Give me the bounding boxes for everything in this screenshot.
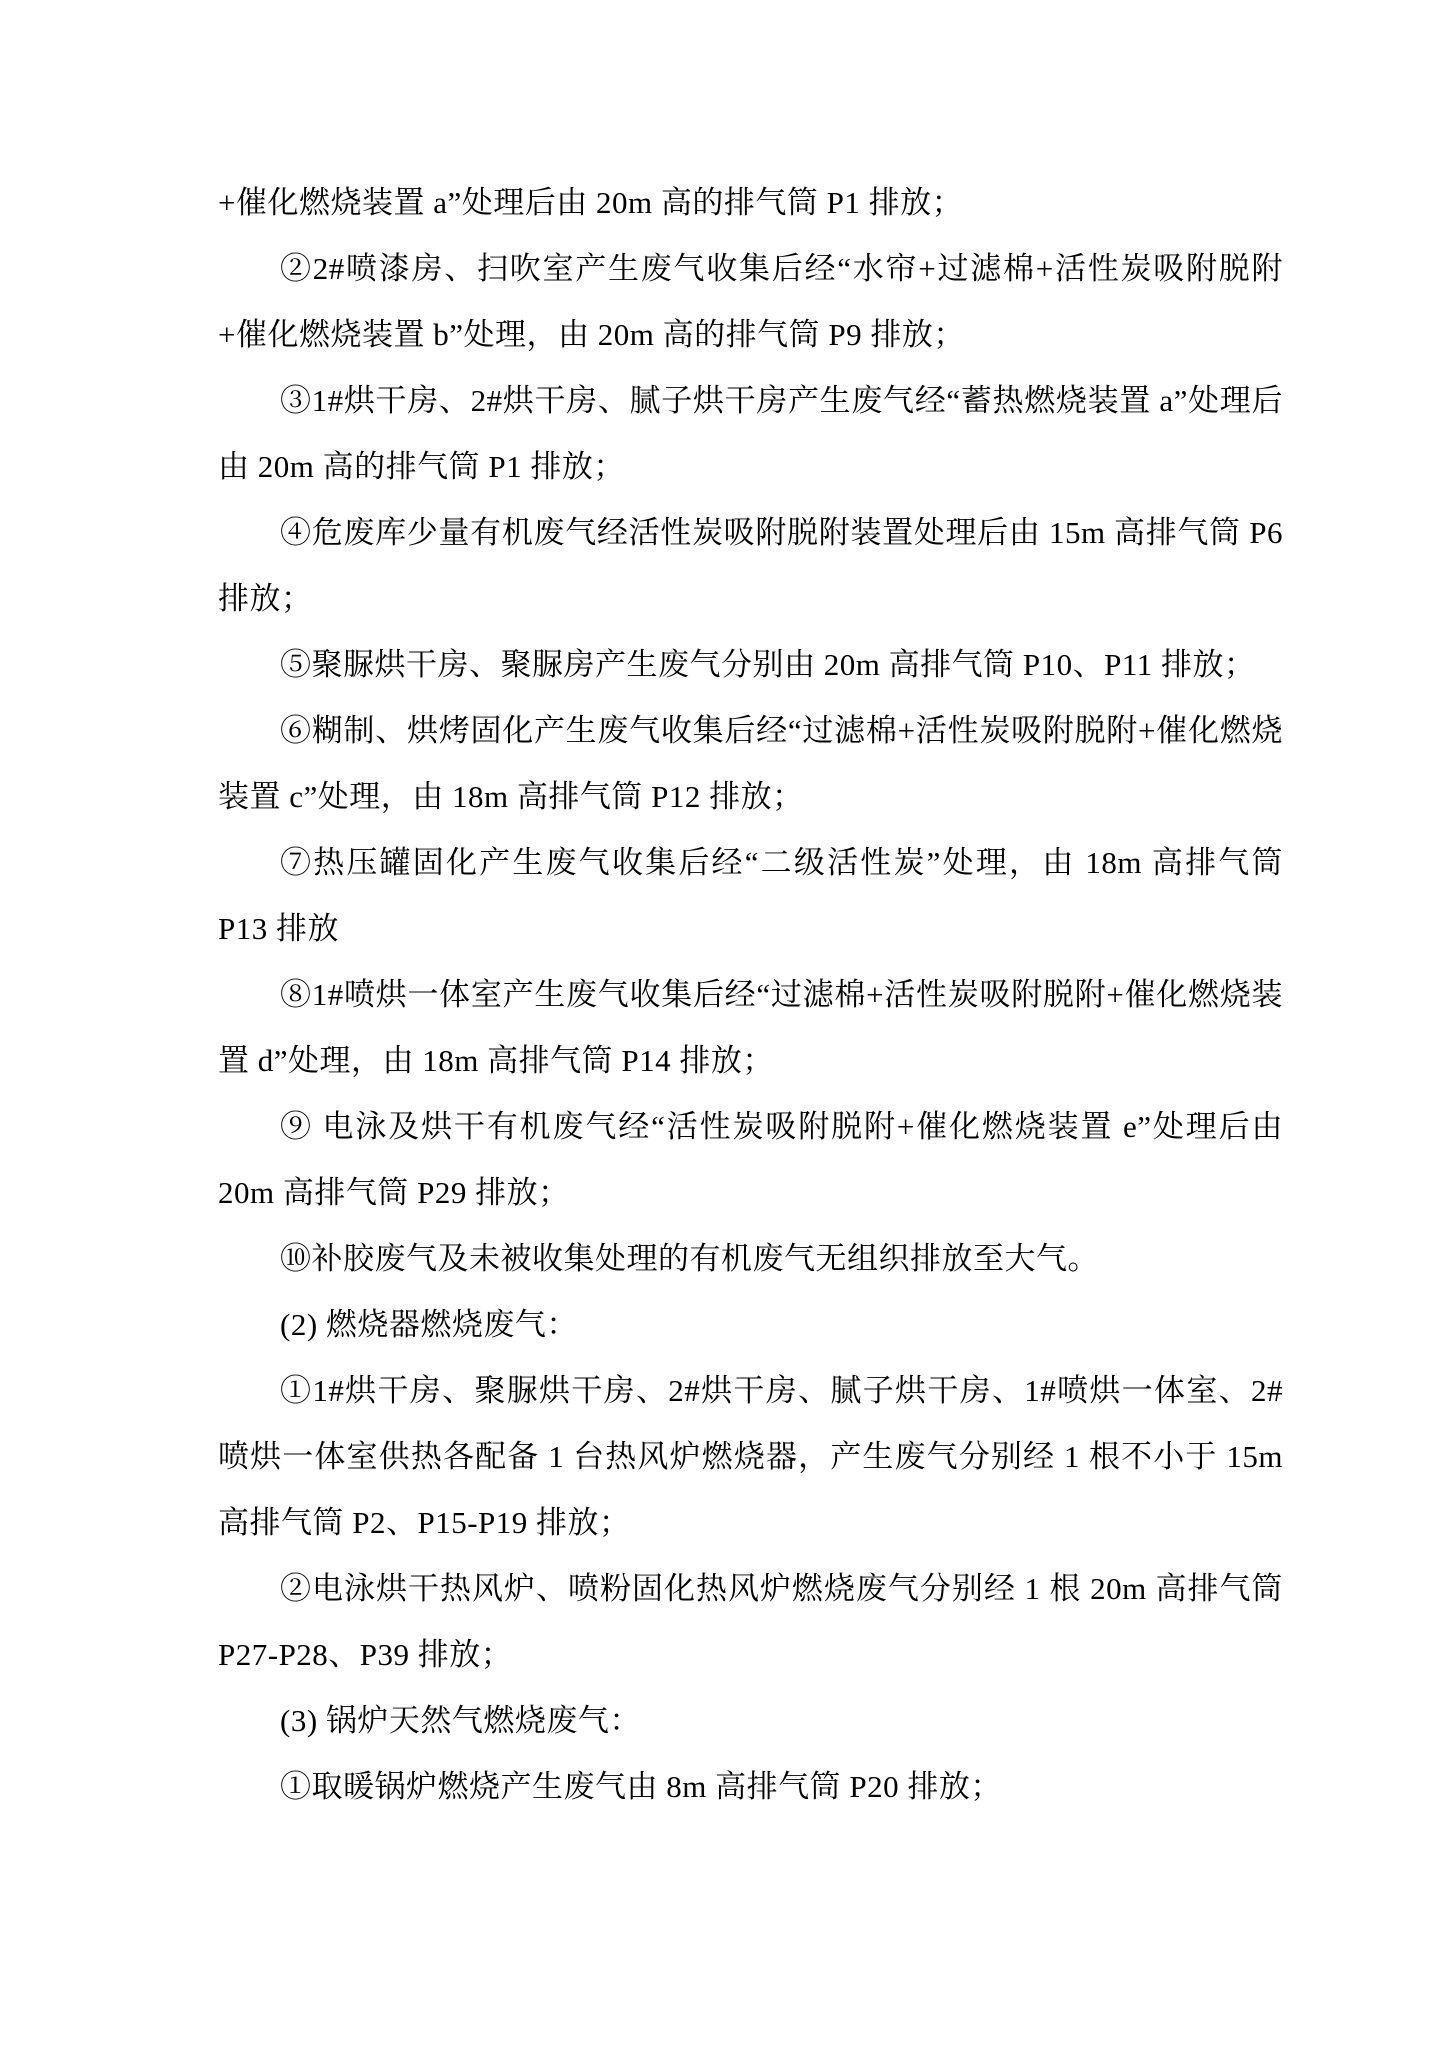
document-body-text	[218, 170, 1283, 1820]
paragraph-boiler-item-1: ①取暖锅炉燃烧产生废气由 8m 高排气筒 P20 排放；	[280, 1769, 1002, 1804]
paragraph-item-9: ⑨ 电泳及烘干有机废气经“活性炭吸附脱附+催化燃烧装置 e”处理后由 20m 高排气筒 P29 排放；	[218, 1109, 1283, 1210]
paragraph-continuation: +催化燃烧装置 a”处理后由 20m 高的排气筒 P1 排放；	[218, 185, 964, 220]
paragraph-item-10: ⑩补胶废气及未被收集处理的有机废气无组织排放至大气。	[280, 1241, 1099, 1276]
paragraph-item-6: ⑥糊制、烘烤固化产生废气收集后经“过滤棉+活性炭吸附脱附+催化燃烧装置 c”处理，由 18m 高排气筒 P12 排放；	[218, 713, 1283, 814]
paragraph-item-4: ④危废库少量有机废气经活性炭吸附脱附装置处理后由 15m 高排气筒 P6 排放；	[218, 515, 1283, 616]
paragraph-item-8: ⑧1#喷烘一体室产生废气收集后经“过滤棉+活性炭吸附脱附+催化燃烧装置 d”处理，由 18m 高排气筒 P14 排放；	[218, 977, 1283, 1078]
paragraph-item-7: ⑦热压罐固化产生废气收集后经“二级活性炭”处理，由 18m 高排气筒 P13 排放	[218, 845, 1283, 946]
paragraph-burner-item-1: ①1#烘干房、聚脲烘干房、2#烘干房、腻子烘干房、1#喷烘一体室、2#喷烘一体室供热各配备 1 台热风炉燃烧器，产生废气分别经 1 根不小于 15m 高排气筒 P2、P15-P19 排放；	[218, 1373, 1283, 1540]
paragraph-item-3: ③1#烘干房、2#烘干房、腻子烘干房产生废气经“蓄热燃烧装置 a”处理后由 20m 高的排气筒 P1 排放；	[218, 383, 1283, 484]
paragraph-item-5: ⑤聚脲烘干房、聚脲房产生废气分别由 20m 高排气筒 P10、P11 排放；	[280, 647, 1256, 682]
paragraph-item-2: ②2#喷漆房、扫吹室产生废气收集后经“水帘+过滤棉+活性炭吸附脱附+催化燃烧装置 b”处理，由 20m 高的排气筒 P9 排放；	[218, 251, 1283, 352]
paragraph-burner-item-2: ②电泳烘干热风炉、喷粉固化热风炉燃烧废气分别经 1 根 20m 高排气筒 P27-P28、P39 排放；	[218, 1571, 1283, 1672]
paragraph-heading-3: (3) 锅炉天然气燃烧废气：	[280, 1703, 641, 1738]
paragraph-heading-2: (2) 燃烧器燃烧废气：	[280, 1307, 578, 1342]
